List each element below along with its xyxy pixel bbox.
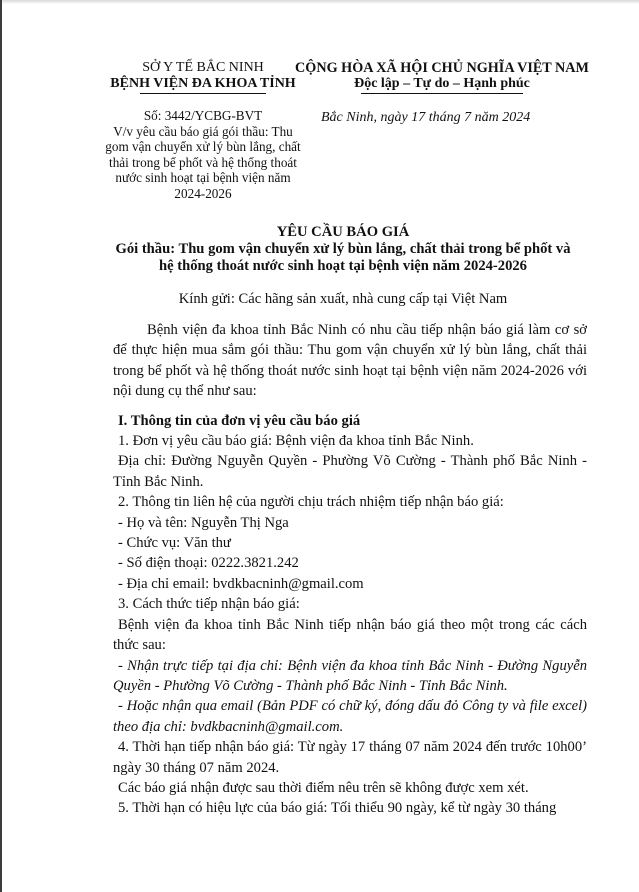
- contact-position: - Chức vụ: Văn thư: [118, 535, 231, 552]
- issuer-underline: [140, 93, 266, 94]
- package-title-line: hệ thống thoát nước sinh hoạt tại bệnh viện năm 2024-2026: [159, 258, 527, 274]
- late-notice: Các báo giá nhận được sau thời điểm nêu trên sẽ không được xem xét.: [118, 779, 529, 796]
- section-heading: I. Thông tin của đơn vị yêu cầu báo giá: [118, 412, 361, 429]
- motto-underline: [361, 93, 523, 94]
- item-requesting-unit: 1. Đơn vị yêu cầu báo giá: Bệnh viện đa khoa tỉnh Bắc Ninh.: [118, 433, 474, 450]
- item-contact-info: 2. Thông tin liên hệ của người chịu trách nhiệm tiếp nhận báo giá:: [118, 494, 504, 511]
- hospital-name: BỆNH VIỆN ĐA KHOA TỈNH: [110, 76, 296, 91]
- document-number: Số: 3442/YCBG-BVT: [143, 108, 263, 123]
- subject-line: thải trong bể phốt và hệ thống thoát: [109, 154, 297, 170]
- document-title-block: [100, 224, 586, 275]
- document-title: YÊU CẦU BÁO GIÁ: [276, 224, 410, 240]
- address-paragraph: Địa chỉ: Đường Nguyễn Quyền - Phường Võ Cường - Thành phố Bắc Ninh - Tỉnh Bắc Ninh.: [113, 453, 587, 490]
- item-receive-methods: 3. Cách thức tiếp nhận báo giá:: [118, 596, 300, 613]
- method-email: - Hoặc nhận qua email (Bản PDF có chữ ký, đóng dấu đỏ Công ty và file excel) theo địa chỉ: bvdkbacninh@gmail.com.: [113, 698, 587, 735]
- contact-name: - Họ và tên: Nguyễn Thị Nga: [118, 514, 289, 531]
- document-reference: [96, 108, 310, 202]
- contact-email: - Địa chỉ email: bvdkbacninh@gmail.com: [118, 575, 364, 592]
- page-left-border: [0, 0, 2, 892]
- subject-line: 2024-2026: [174, 185, 232, 201]
- document-body: [113, 320, 587, 819]
- national-header: [282, 60, 602, 94]
- page-top-shadow: [2, 0, 639, 4]
- package-title-line: Gói thầu: Thu gom vận chuyển xử lý bùn lắng, chất thải trong bể phốt và: [115, 241, 571, 257]
- contact-phone: - Số điện thoại: 0222.3821.242: [118, 555, 299, 572]
- department-name: SỞ Y TẾ BẮC NINH: [142, 60, 264, 75]
- subject-line: gom vận chuyển xử lý bùn lắng, chất: [105, 139, 301, 155]
- item-validity: 5. Thời hạn có hiệu lực của báo giá: Tối thiểu 90 ngày, kể từ ngày 30 tháng: [118, 800, 557, 817]
- document-date: Bắc Ninh, ngày 17 tháng 7 năm 2024: [321, 110, 531, 125]
- subject-line: nước sinh hoạt tại bệnh viện năm: [115, 170, 291, 186]
- subject-line: V/v yêu cầu báo giá gói thầu: Thu: [113, 123, 293, 139]
- receive-methods-intro: Bệnh viện đa khoa tỉnh Bắc Ninh tiếp nhận báo giá theo một trong các cách thức sau:: [113, 616, 587, 654]
- national-motto: Độc lập – Tự do – Hạnh phúc: [354, 76, 530, 91]
- recipient-line: Kính gửi: Các hãng sản xuất, nhà cung cấp tại Việt Nam: [178, 291, 508, 307]
- nation-title: CỘNG HÒA XÃ HỘI CHỦ NGHĨA VIỆT NAM: [295, 60, 589, 76]
- item-deadline: 4. Thời hạn tiếp nhận báo giá: Từ ngày 17 tháng 07 năm 2024 đến trước 10h00’ ngày 30 tháng 07 năm 2024.: [113, 739, 587, 776]
- intro-paragraph: Bệnh viện đa khoa tỉnh Bắc Ninh có nhu cầu tiếp nhận báo giá làm cơ sở để thực hiện mua sắm gói thầu: Thu gom vận chuyển xử lý bùn lắng, chất thải trong bể phốt và hệ thống thoát nước sinh hoạt tại bệnh viện năm 2024-2026 với nội dung cụ thể như sau:: [113, 322, 587, 400]
- method-direct: - Nhận trực tiếp tại địa chỉ: Bệnh viện đa khoa tỉnh Bắc Ninh - Đường Nguyễn Quyền - Phường Võ Cường - Thành phố Bắc Ninh - Tỉnh Bắc Ninh.: [113, 657, 587, 694]
- issuer-block: [96, 60, 310, 94]
